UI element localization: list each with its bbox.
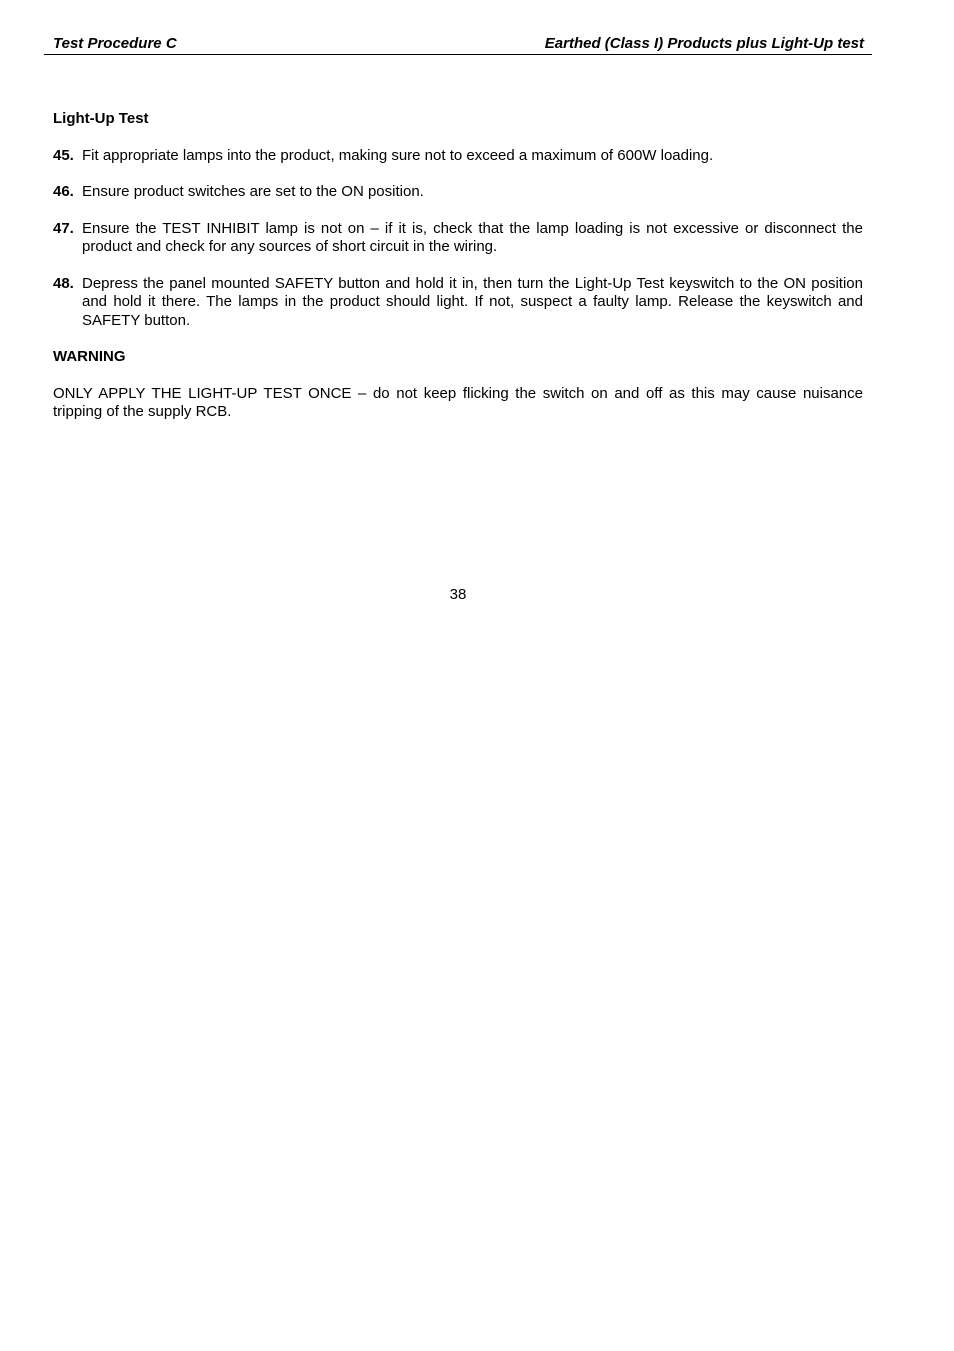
page-number: 38 — [449, 586, 467, 603]
page-content — [53, 110, 863, 422]
step-text: Depress the panel mounted SAFETY button and hold it in, then turn the Light-Up Test keyswitch to the ON position and hold it there. The lamps in the product should light. If not, suspect a faulty lamp. Release the keyswitch and SAFETY button. — [82, 274, 863, 329]
header-section-title: Earthed (Class I) Products plus Light-Up test — [544, 35, 864, 52]
step-item — [53, 183, 863, 202]
step-item — [53, 147, 863, 166]
step-number: 45. — [53, 146, 74, 164]
step-text: Fit appropriate lamps into the product, making sure not to exceed a maximum of 600W loading. — [82, 146, 714, 164]
header-procedure-title: Test Procedure C — [53, 35, 177, 52]
warning-heading: WARNING — [53, 348, 126, 365]
step-item — [53, 220, 863, 257]
page-header — [44, 30, 872, 55]
section-heading: Light-Up Test — [53, 110, 149, 127]
step-number: 48. — [53, 274, 74, 292]
step-text: Ensure product switches are set to the ON position. — [82, 183, 424, 200]
step-item — [53, 275, 863, 331]
step-text: Ensure the TEST INHIBIT lamp is not on – if it is, check that the lamp loading is not excessive or disconnect the product and check for any sources of short circuit in the wiring. — [82, 219, 863, 255]
warning-text: ONLY APPLY THE LIGHT-UP TEST ONCE – do not keep flicking the switch on and off as this may cause nuisance tripping of the supply RCB. — [53, 384, 863, 420]
step-number: 47. — [53, 219, 74, 237]
step-number: 46. — [53, 183, 74, 200]
